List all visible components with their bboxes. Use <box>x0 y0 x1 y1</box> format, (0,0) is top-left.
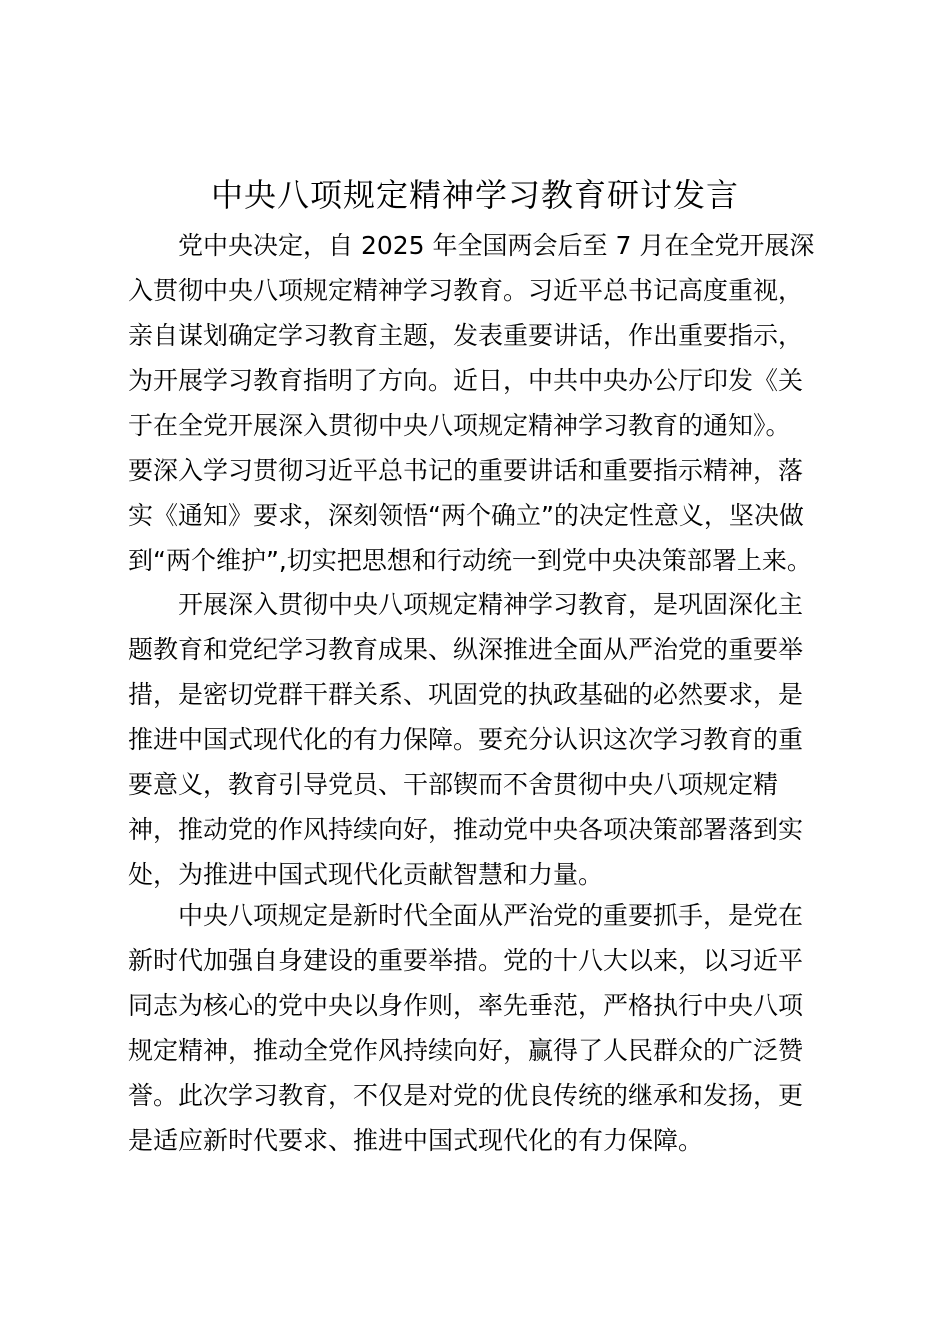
paragraph-1-line-4: 为开展学习教育指明了方向。近日，中共中央办公厅印发《关 <box>128 366 804 395</box>
paragraph-1-line-8: 到“两个维护”,切实把思想和行动统一到党中央决策部署上来。 <box>128 546 812 575</box>
paragraph-2-line-7: 处，为推进中国式现代化贡献智慧和力量。 <box>128 860 604 889</box>
paragraph-2-line-6: 神，推动党的作风持续向好，推动党中央各项决策部署落到实 <box>128 815 804 844</box>
paragraph-1-line-3: 亲自谋划确定学习教育主题，发表重要讲话，作出重要指示， <box>128 321 804 350</box>
paragraph-1-line-2: 入贯彻中央八项规定精神学习教育。习近平总书记高度重视， <box>128 276 804 305</box>
paragraph-3-line-2: 新时代加强自身建设的重要举措。党的十八大以来，以习近平 <box>128 946 804 975</box>
paragraph-3-line-4: 规定精神，推动全党作风持续向好，赢得了人民群众的广泛赞 <box>128 1036 804 1065</box>
paragraph-1-line-7: 实《通知》要求，深刻领悟“两个确立”的决定性意义，坚决做 <box>128 501 804 530</box>
paragraph-1-line-6: 要深入学习贯彻习近平总书记的重要讲话和重要指示精神，落 <box>128 456 804 485</box>
paragraph-1-line-5: 于在全党开展深入贯彻中央八项规定精神学习教育的通知》。 <box>128 411 791 440</box>
paragraph-3-line-6: 是适应新时代要求、推进中国式现代化的有力保障。 <box>128 1126 704 1155</box>
paragraph-3-line-1: 中央八项规定是新时代全面从严治党的重要抓手，是党在 <box>178 901 804 930</box>
paragraph-2-line-5: 要意义，教育引导党员、干部锲而不舍贯彻中央八项规定精 <box>128 770 779 799</box>
paragraph-3-line-5: 誉。此次学习教育，不仅是对党的优良传统的继承和发扬，更 <box>128 1081 804 1110</box>
paragraph-1-line-1: 党中央决定，自 2025 年全国两会后至 7 月在全党开展深 <box>178 231 815 260</box>
paragraph-2-line-2: 题教育和党纪学习教育成果、纵深推进全面从严治党的重要举 <box>128 635 804 664</box>
paragraph-2-line-4: 推进中国式现代化的有力保障。要充分认识这次学习教育的重 <box>128 725 804 754</box>
paragraph-2-line-1: 开展深入贯彻中央八项规定精神学习教育，是巩固深化主 <box>178 590 804 619</box>
paragraph-2-line-3: 措，是密切党群干群关系、巩固党的执政基础的必然要求，是 <box>128 680 804 709</box>
paragraph-3-line-3: 同志为核心的党中央以身作则，率先垂范，严格执行中央八项 <box>128 991 804 1020</box>
document-title: 中央八项规定精神学习教育研讨发言 <box>210 176 739 214</box>
